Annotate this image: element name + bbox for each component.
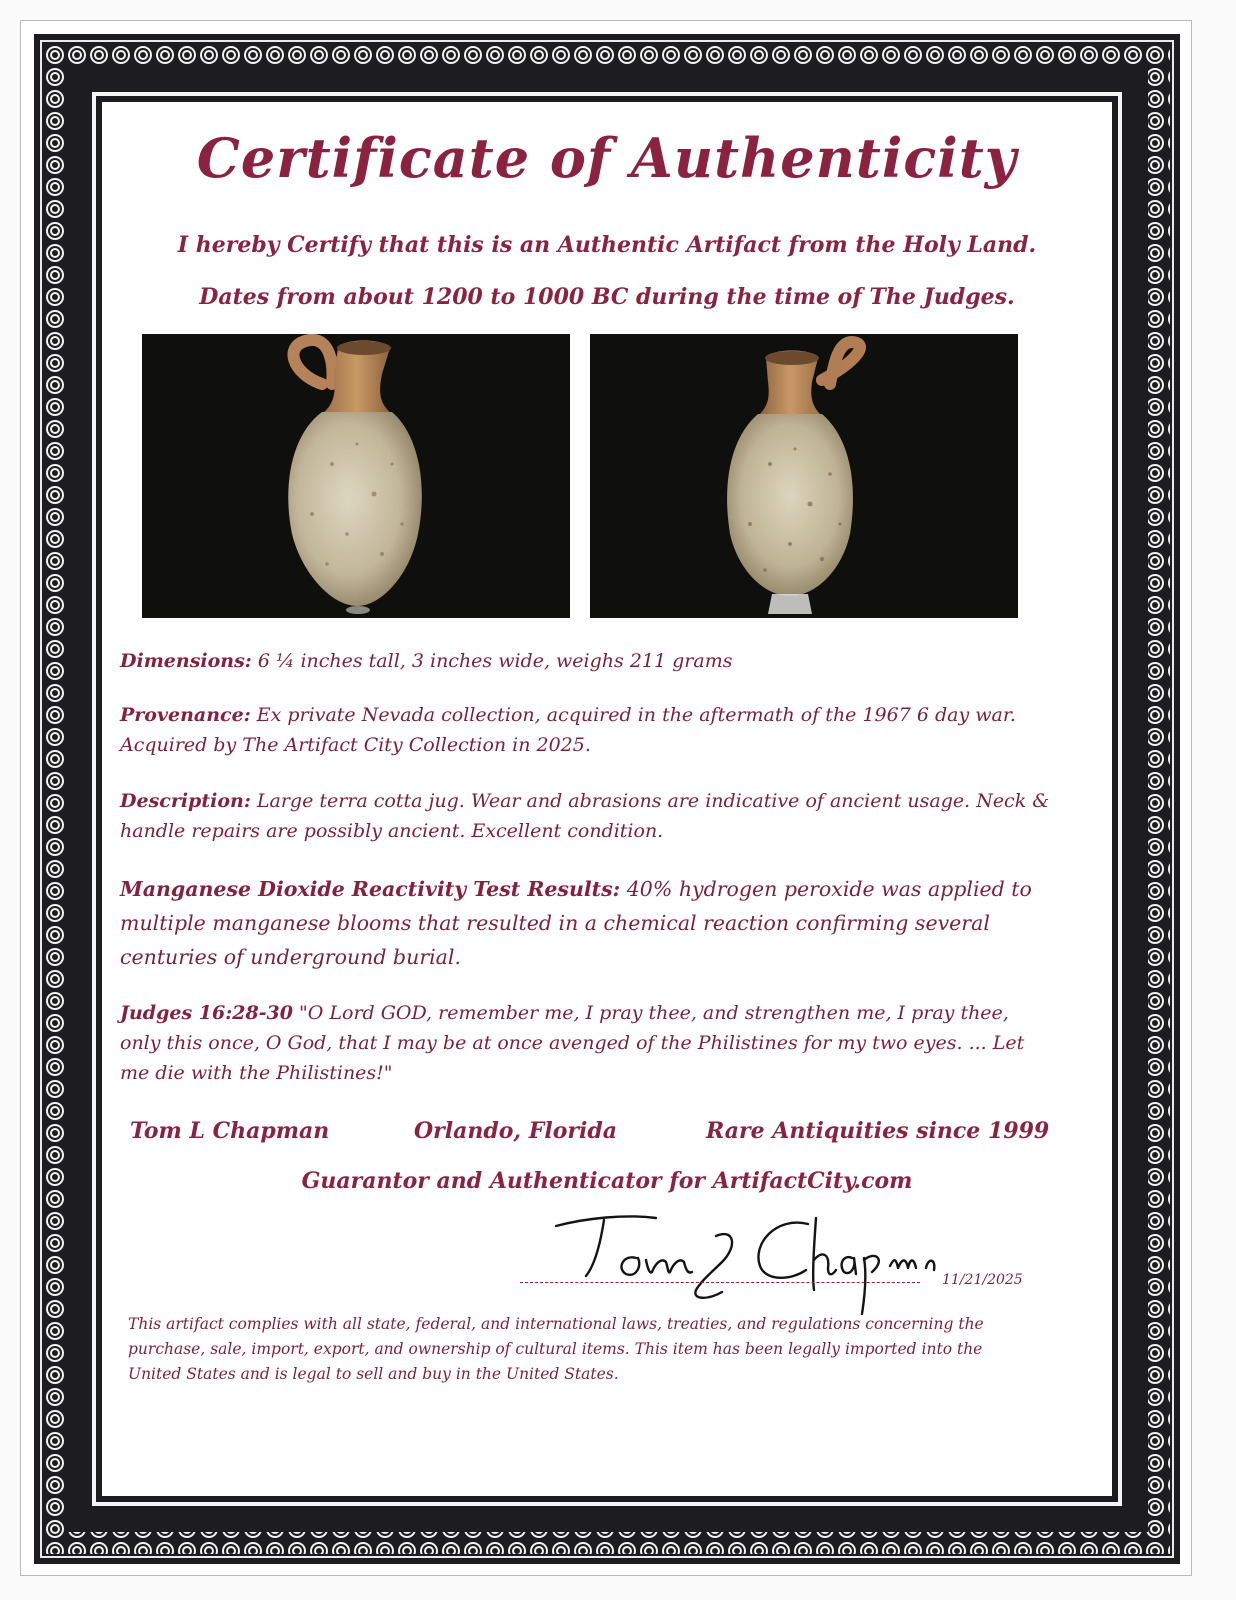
signature-line — [520, 1282, 920, 1283]
artifact-photo-right — [590, 334, 1018, 618]
manganese-test-paragraph — [120, 872, 1050, 974]
provenance-label: Provenance: — [120, 704, 251, 726]
manganese-test-label: Manganese Dioxide Reactivity Test Results: — [120, 877, 621, 901]
dating-statement: Dates from about 1200 to 1000 BC during the time of The Judges. — [199, 284, 1015, 310]
judges-reference: Judges 16:28-30 — [120, 1002, 293, 1024]
signature-date: 11/21/2025 — [942, 1272, 1023, 1288]
certificate-body — [102, 102, 1112, 1496]
description-paragraph — [120, 786, 1050, 846]
dimensions-label: Dimensions: — [120, 650, 252, 672]
signer-since: Rare Antiquities since 1999 — [706, 1118, 1050, 1144]
guarantor-line: Guarantor and Authenticator for ArtifactCity.com — [301, 1168, 913, 1194]
judges-quote-paragraph — [120, 998, 1050, 1088]
judges-quote: "O Lord GOD, remember me, I pray thee, and strengthen me, I pray thee, only this once, O God, that I may be at once avenged of the Philistines for my two eyes. ... Let me die with the Philistines!" — [120, 1002, 1025, 1084]
description-label: Description: — [120, 790, 251, 812]
provenance-paragraph — [120, 700, 1050, 760]
certification-statement: I hereby Certify that this is an Authentic Artifact from the Holy Land. — [177, 232, 1037, 258]
legal-compliance-statement: This artifact complies with all state, federal, and international laws, treaties, and regulations concerning the purchase, sale, import, export, and ownership of cultural items. This item has been legally imported into the United States and is legal to sell and buy in the United States. — [128, 1315, 984, 1383]
dimensions-text: 6 ¼ inches tall, 3 inches wide, weighs 211 grams — [257, 650, 733, 672]
manganese-test-text: 40% hydrogen peroxide was applied to multiple manganese blooms that resulted in a chemical reaction confirming several centuries of underground burial. — [120, 877, 1032, 969]
dimensions-line — [120, 646, 1050, 676]
handwritten-signature — [516, 1196, 936, 1316]
signer-name: Tom L Chapman — [130, 1118, 330, 1144]
description-text: Large terra cotta jug. Wear and abrasions are indicative of ancient usage. Neck & handle repairs are possibly ancient. Excellent condition. — [120, 790, 1050, 842]
provenance-text: Ex private Nevada collection, acquired in the aftermath of the 1967 6 day war. Acquired by The Artifact City Collection in 2025. — [120, 704, 1016, 756]
artifact-photo-left — [142, 334, 570, 618]
signer-location: Orlando, Florida — [414, 1118, 617, 1144]
certificate-title: Certificate of Authenticity — [196, 126, 1018, 190]
